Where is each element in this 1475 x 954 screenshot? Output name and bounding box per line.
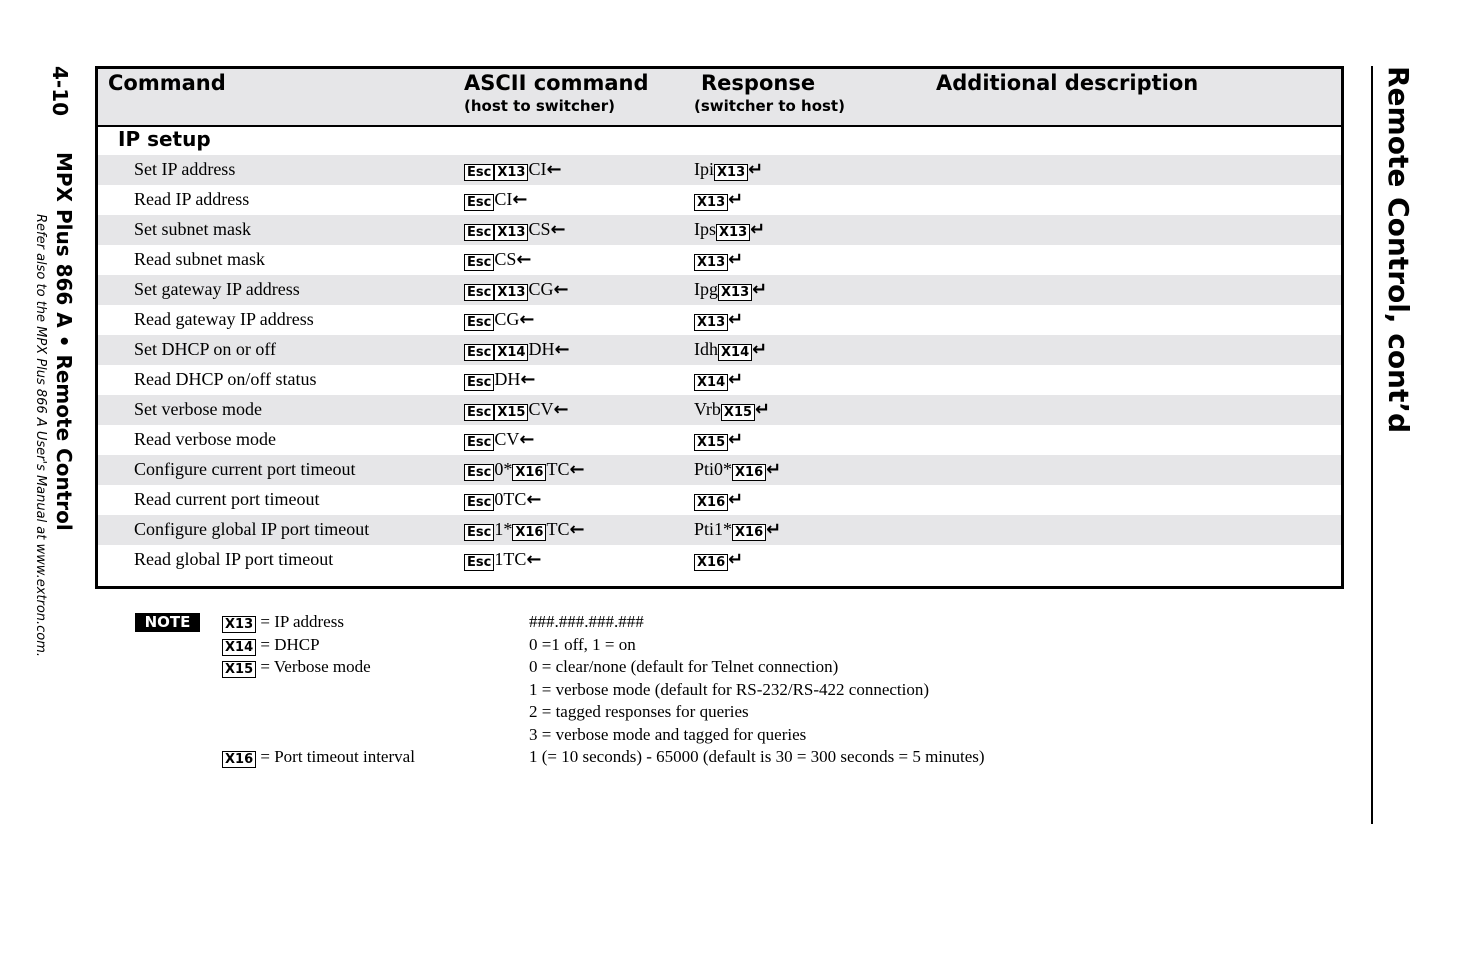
code-variable-box: X15 <box>694 434 728 451</box>
response-cell <box>694 395 770 425</box>
code-text: TC <box>546 519 570 539</box>
return-arrow-icon: ↵ <box>728 549 744 570</box>
command-cell: Read IP address <box>134 189 250 209</box>
note-value: 0 = clear/none (default for Telnet connection) <box>529 657 839 676</box>
code-variable-box: X13 <box>714 164 748 181</box>
ascii-command-cell <box>464 275 569 305</box>
code-variable-box: X16 <box>694 494 728 511</box>
table-row <box>98 245 1341 275</box>
code-variable-box: X14 <box>694 374 728 391</box>
code-text: Ips <box>694 219 716 239</box>
code-text: CS <box>528 219 551 239</box>
code-text: CG <box>528 279 554 299</box>
left-arrow-icon: ← <box>519 309 535 330</box>
table-row <box>98 395 1341 425</box>
ascii-command-cell <box>464 215 566 245</box>
table-row <box>98 365 1341 395</box>
code-variable-box: X15 <box>494 404 528 421</box>
code-variable-box: X16 <box>694 554 728 571</box>
note-variable <box>222 747 415 768</box>
note-variable-label: = IP address <box>256 612 344 631</box>
note-variable-label: = Port timeout interval <box>256 747 415 766</box>
code-variable-box: X13 <box>222 616 256 633</box>
code-variable-box: Esc <box>464 254 494 271</box>
return-arrow-icon: ↵ <box>728 429 744 450</box>
return-arrow-icon: ↵ <box>728 369 744 390</box>
code-text: DH <box>494 369 521 389</box>
response-cell <box>694 185 743 215</box>
ascii-command-cell <box>464 455 585 485</box>
code-variable-box: Esc <box>464 224 494 241</box>
return-arrow-icon: ↵ <box>728 489 744 510</box>
command-cell: Read DHCP on/off status <box>134 369 317 389</box>
note-value: 1 (= 10 seconds) - 65000 (default is 30 = 300 seconds = 5 minutes) <box>529 747 985 766</box>
left-arrow-icon: ← <box>554 339 570 360</box>
code-variable-box: Esc <box>464 464 494 481</box>
code-variable-box: X15 <box>222 661 256 678</box>
table-row <box>98 215 1341 245</box>
command-cell: Set DHCP on or off <box>134 339 277 359</box>
left-arrow-icon: ← <box>526 489 542 510</box>
page-number: 4-10 <box>48 66 72 117</box>
code-text: CV <box>528 399 554 419</box>
return-arrow-icon: ↵ <box>750 219 766 240</box>
code-variable-box: X13 <box>718 284 752 301</box>
code-text: 0* <box>494 459 513 479</box>
command-cell: Read current port timeout <box>134 489 320 509</box>
response-cell <box>694 425 743 455</box>
code-variable-box: X13 <box>494 164 528 181</box>
return-arrow-icon: ↵ <box>728 249 744 270</box>
code-text: Ipg <box>694 279 718 299</box>
table-row <box>98 335 1341 365</box>
refer-note: Refer also to the MPX Plus 866 A User's Manual at www.extron.com. <box>33 214 48 658</box>
code-text: Pti0* <box>694 459 733 479</box>
running-title: MPX Plus 866 A • Remote Control <box>52 152 76 531</box>
code-variable-box: Esc <box>464 164 494 181</box>
section-title: Remote Control, cont’d <box>1382 66 1415 434</box>
left-arrow-icon: ← <box>512 189 528 210</box>
command-cell: Set gateway IP address <box>134 279 300 299</box>
note-variable-label: = DHCP <box>256 634 320 654</box>
command-cell: Read gateway IP address <box>134 309 314 329</box>
left-arrow-icon: ← <box>516 249 532 270</box>
code-text: Vrb <box>694 399 721 419</box>
note-value: 0 =1 off, 1 = on <box>529 634 636 654</box>
left-arrow-icon: ← <box>546 159 562 180</box>
left-arrow-icon: ← <box>519 429 535 450</box>
header-ascii-sub: (host to switcher) <box>464 97 615 115</box>
command-cell: Set subnet mask <box>134 219 251 239</box>
header-description: Additional description <box>936 71 1199 95</box>
table-row <box>98 455 1341 485</box>
header-response-sub: (switcher to host) <box>694 97 845 115</box>
code-variable-box: X16 <box>732 524 766 541</box>
return-arrow-icon: ↵ <box>748 159 764 180</box>
response-cell <box>694 245 743 275</box>
ascii-command-cell <box>464 365 535 395</box>
header-ascii: ASCII command <box>464 71 649 95</box>
response-cell <box>694 365 743 395</box>
code-variable-box: X13 <box>694 194 728 211</box>
note-variable-label: = Verbose mode <box>256 657 371 676</box>
response-cell <box>694 275 767 305</box>
note-value: 3 = verbose mode and tagged for queries <box>529 724 807 744</box>
header-response: Response <box>701 71 816 95</box>
ascii-command-cell <box>464 485 541 515</box>
code-variable-box: X14 <box>494 344 528 361</box>
ascii-command-cell <box>464 425 534 455</box>
code-text: CI <box>494 189 513 209</box>
code-variable-box: X16 <box>512 524 546 541</box>
ascii-command-cell <box>464 515 585 545</box>
code-text: Ipi <box>694 159 714 179</box>
code-variable-box: X13 <box>694 314 728 331</box>
left-arrow-icon: ← <box>553 279 569 300</box>
note-variable <box>222 635 320 656</box>
group-title: IP setup <box>118 127 211 151</box>
return-arrow-icon: ↵ <box>728 189 744 210</box>
return-arrow-icon: ↵ <box>728 309 744 330</box>
code-text: CV <box>494 429 520 449</box>
code-variable-box: Esc <box>464 494 494 511</box>
table-row <box>98 185 1341 215</box>
response-cell <box>694 515 781 545</box>
response-cell <box>694 545 743 575</box>
code-text: Idh <box>694 339 718 359</box>
code-variable-box: Esc <box>464 374 494 391</box>
left-arrow-icon: ← <box>553 399 569 420</box>
code-variable-box: X16 <box>512 464 546 481</box>
ascii-command-cell <box>464 395 569 425</box>
command-cell: Read global IP port timeout <box>134 549 334 569</box>
code-variable-box: X14 <box>222 639 256 656</box>
code-text: 1* <box>494 519 513 539</box>
note-value: ###.###.###.### <box>529 612 644 631</box>
left-arrow-icon: ← <box>550 219 566 240</box>
ascii-command-cell <box>464 335 570 365</box>
code-variable-box: X14 <box>718 344 752 361</box>
response-cell <box>694 305 743 335</box>
table-header <box>98 69 1341 127</box>
header-command: Command <box>108 71 226 95</box>
ascii-command-cell <box>464 185 527 215</box>
code-text: 1TC <box>494 549 527 569</box>
response-cell <box>694 155 763 185</box>
table-row <box>98 485 1341 515</box>
table-row <box>98 275 1341 305</box>
command-cell: Read subnet mask <box>134 249 265 269</box>
code-variable-box: X16 <box>732 464 766 481</box>
code-text: 0TC <box>494 489 527 509</box>
code-text: CS <box>494 249 517 269</box>
table-row <box>98 305 1341 335</box>
command-cell: Configure global IP port timeout <box>134 519 370 539</box>
code-text: DH <box>528 339 555 359</box>
code-variable-box: Esc <box>464 524 494 541</box>
note-value: 1 = verbose mode (default for RS-232/RS-422 connection) <box>529 679 930 699</box>
code-variable-box: X13 <box>716 224 750 241</box>
note-value: 2 = tagged responses for queries <box>529 702 749 721</box>
left-arrow-icon: ← <box>569 459 585 480</box>
code-text: TC <box>546 459 570 479</box>
return-arrow-icon: ↵ <box>766 459 782 480</box>
command-cell: Read verbose mode <box>134 429 276 449</box>
code-text: Pti1* <box>694 519 733 539</box>
ascii-command-cell <box>464 155 562 185</box>
left-arrow-icon: ← <box>569 519 585 540</box>
table-row <box>98 425 1341 455</box>
command-cell: Configure current port timeout <box>134 459 356 479</box>
response-cell <box>694 455 781 485</box>
response-cell <box>694 485 743 515</box>
table-row <box>98 545 1341 575</box>
note-variable <box>222 657 371 678</box>
code-variable-box: Esc <box>464 194 494 211</box>
note-variable <box>222 612 344 633</box>
ascii-command-cell <box>464 245 531 275</box>
code-variable-box: Esc <box>464 554 494 571</box>
code-variable-box: Esc <box>464 434 494 451</box>
response-cell <box>694 335 767 365</box>
command-cell: Set IP address <box>134 159 236 179</box>
code-variable-box: X15 <box>721 404 755 421</box>
code-variable-box: X13 <box>494 284 528 301</box>
response-cell <box>694 215 765 245</box>
code-text: CI <box>528 159 547 179</box>
code-text: CG <box>494 309 520 329</box>
left-arrow-icon: ← <box>526 549 542 570</box>
left-arrow-icon: ← <box>520 369 536 390</box>
code-variable-box: Esc <box>464 404 494 421</box>
command-table <box>95 66 1344 589</box>
table-row <box>98 155 1341 185</box>
note-badge: NOTE <box>135 613 200 632</box>
return-arrow-icon: ↵ <box>766 519 782 540</box>
code-variable-box: Esc <box>464 284 494 301</box>
return-arrow-icon: ↵ <box>752 279 768 300</box>
code-variable-box: X13 <box>694 254 728 271</box>
right-rule <box>1371 66 1373 824</box>
return-arrow-icon: ↵ <box>755 399 771 420</box>
return-arrow-icon: ↵ <box>752 339 768 360</box>
code-variable-box: Esc <box>464 344 494 361</box>
command-cell: Set verbose mode <box>134 399 262 419</box>
code-variable-box: Esc <box>464 314 494 331</box>
code-variable-box: X13 <box>494 224 528 241</box>
ascii-command-cell <box>464 305 534 335</box>
table-row <box>98 515 1341 545</box>
ascii-command-cell <box>464 545 541 575</box>
code-variable-box: X16 <box>222 751 256 768</box>
